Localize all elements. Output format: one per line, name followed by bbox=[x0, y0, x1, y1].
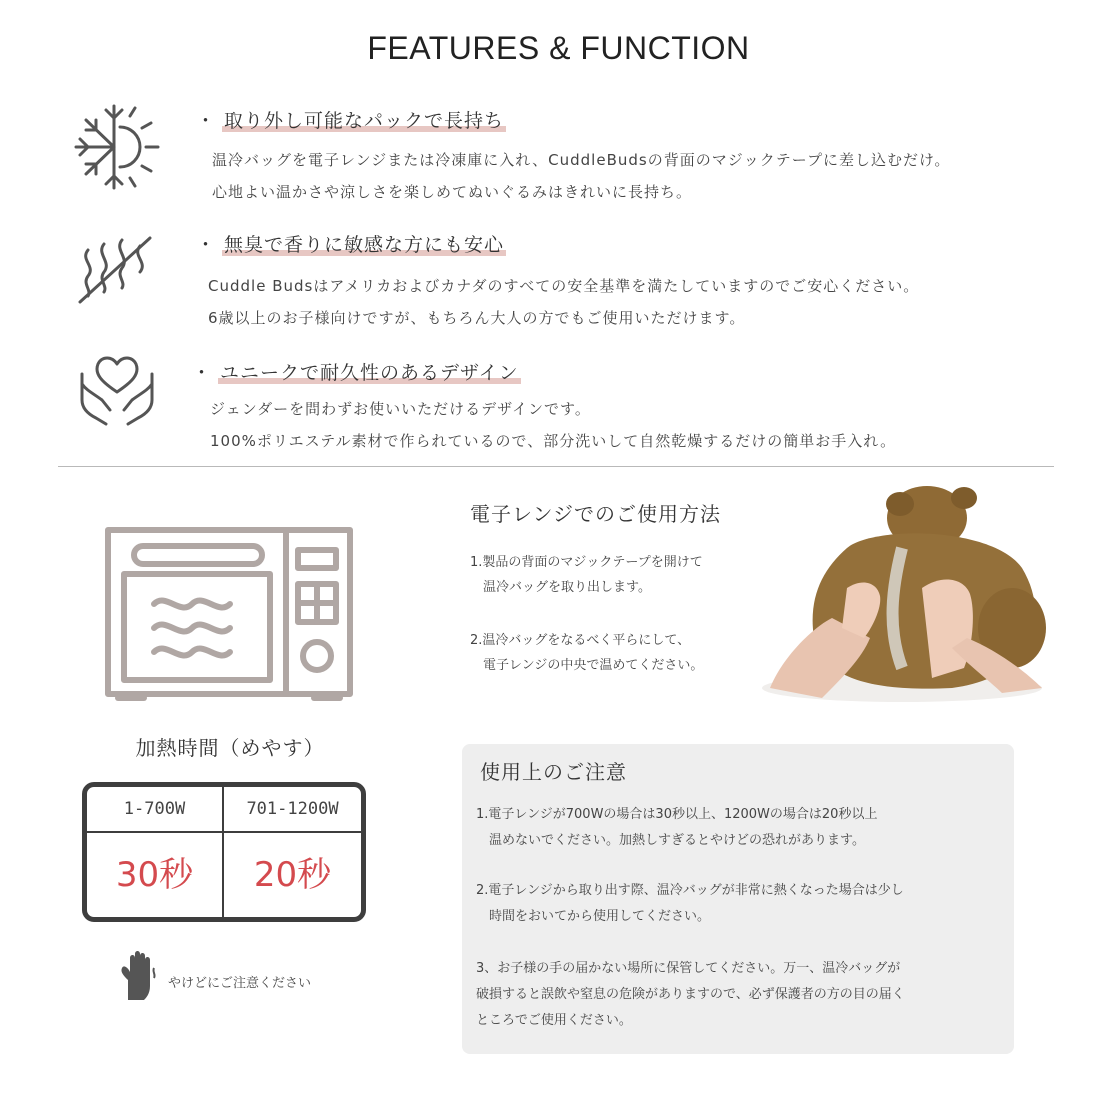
page-title: FEATURES & FUNCTION bbox=[367, 30, 750, 66]
section-divider bbox=[58, 466, 1054, 467]
heating-column-header: 1-700W bbox=[87, 787, 222, 833]
feature-description-3 bbox=[210, 393, 896, 457]
feature-description-2 bbox=[208, 270, 919, 334]
precaution-line: 3、お子様の手の届かない場所に保管してください。万一、温冷バッグが bbox=[476, 961, 901, 976]
heating-time-label: 加熱時間（めやす） bbox=[135, 736, 325, 760]
precaution-item-3 bbox=[476, 956, 905, 1034]
heating-column-low bbox=[87, 787, 224, 917]
feature-heading-text: ユニークで耐久性のあるデザイン bbox=[220, 362, 519, 384]
heart-hands-icon bbox=[76, 348, 158, 428]
howto-step-line: 1.製品の背面のマジックテープを開けて bbox=[470, 555, 703, 570]
feature-heading-text: 取り外し可能なパックで長持ち bbox=[224, 110, 505, 132]
feature-line: 心地よい温かさや涼しさを楽しめてぬいぐるみはきれいに長持ち。 bbox=[212, 183, 693, 201]
howto-step-line: 2.温冷バッグをなるべく平らにして、 bbox=[470, 633, 691, 648]
feature-line: ジェンダーを問わずお使いいただけるデザインです。 bbox=[210, 400, 591, 418]
feature-line: 温冷バッグを電子レンジまたは冷凍庫に入れ、CuddleBudsの背面のマジックテープに差し込むだけ。 bbox=[212, 151, 951, 169]
hot-cold-icon bbox=[72, 102, 162, 192]
feature-heading-3: ・ ユニークで耐久性のあるデザイン bbox=[192, 362, 519, 384]
heating-column-value: 30秒 bbox=[115, 855, 194, 895]
feature-line: 6歳以上のお子様向けですが、もちろん大人の方でもご使用いただけます。 bbox=[208, 309, 746, 327]
feature-line: 100%ポリエステル素材で作られているので、部分洗いして自然乾燥するだけの簡単お手入れ。 bbox=[210, 432, 897, 450]
howto-title: 電子レンジでのご使用方法 bbox=[470, 502, 721, 526]
feature-heading-2: ・ 無臭で香りに敏感な方にも安心 bbox=[196, 234, 505, 256]
precaution-line: 温めないでください。加熱しすぎるとやけどの恐れがあります。 bbox=[476, 833, 865, 848]
hand-heat-icon bbox=[118, 950, 160, 1006]
no-odor-icon bbox=[74, 232, 156, 308]
feature-line: Cuddle Budsはアメリカおよびカナダのすべての安全基準を満たしていますのでご安心ください。 bbox=[208, 277, 920, 295]
howto-step-line: 電子レンジの中央で温めてください。 bbox=[470, 658, 704, 673]
howto-step-2 bbox=[470, 628, 703, 678]
precaution-line: 時間をおいてから使用してください。 bbox=[476, 909, 711, 924]
feature-description-1 bbox=[212, 144, 950, 208]
heating-column-high bbox=[224, 787, 361, 917]
heating-column-header: 701-1200W bbox=[224, 787, 361, 833]
precaution-item-1 bbox=[476, 802, 877, 854]
heating-column-value: 20秒 bbox=[253, 855, 332, 895]
howto-step-line: 温冷バッグを取り出します。 bbox=[470, 580, 651, 595]
precautions-title: 使用上のご注意 bbox=[480, 760, 627, 784]
precaution-item-2 bbox=[476, 878, 904, 930]
precaution-line: 1.電子レンジが700Wの場合は30秒以上、1200Wの場合は20秒以上 bbox=[476, 807, 878, 822]
howto-step-1 bbox=[470, 550, 703, 600]
precaution-line: 破損すると誤飲や窒息の危険がありますので、必ず保護者の方の目の届く bbox=[476, 987, 905, 1002]
microwave-icon bbox=[104, 526, 354, 710]
burn-caution-text: やけどにご注意ください bbox=[168, 976, 312, 991]
teddy-bear-photo bbox=[752, 478, 1052, 708]
precaution-line: 2.電子レンジから取り出す際、温冷バッグが非常に熱くなった場合は少し bbox=[476, 883, 904, 898]
feature-heading-1: ・ 取り外し可能なパックで長持ち bbox=[196, 110, 505, 132]
feature-heading-text: 無臭で香りに敏感な方にも安心 bbox=[224, 234, 505, 256]
precaution-line: ところでご使用ください。 bbox=[476, 1013, 632, 1028]
heating-time-table bbox=[82, 782, 366, 922]
